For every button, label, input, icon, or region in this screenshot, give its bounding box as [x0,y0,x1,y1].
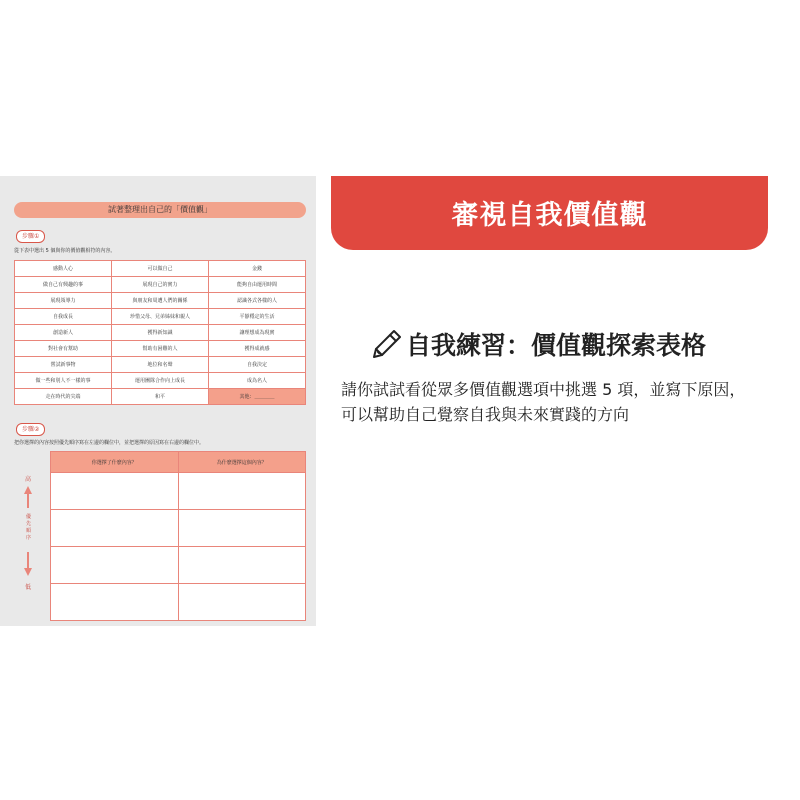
reason-cell[interactable] [178,547,306,584]
value-cell[interactable]: 自我決定 [209,357,306,373]
values-row [15,309,306,325]
priority-row [51,510,306,547]
value-cell[interactable]: 其他：＿＿＿＿ [209,389,306,405]
value-cell[interactable]: 展現領導力 [15,293,112,309]
exercise-description [341,377,791,427]
reason-cell[interactable] [178,510,306,547]
choice-cell[interactable] [51,547,179,584]
axis-priority-label: 優先順序 [25,514,31,541]
choice-cell[interactable] [51,473,179,510]
axis-high-label: 高 [25,476,32,483]
value-cell[interactable]: 金錢 [209,261,306,277]
values-table [14,260,306,405]
value-cell[interactable]: 成為名人 [209,373,306,389]
priority-row [51,473,306,510]
value-cell[interactable]: 運用團隊合作向上成長 [112,373,209,389]
value-cell[interactable]: 自我成長 [15,309,112,325]
values-row [15,357,306,373]
worksheet-title: 試著整理出自己的「價值觀」 [14,202,306,218]
reason-cell[interactable] [178,584,306,621]
values-row [15,341,306,357]
arrow-down-icon [24,568,32,576]
value-cell[interactable]: 與朋友和周遭人們的關係 [112,293,209,309]
exercise-title: 自我練習：價值觀探索表格 [406,331,707,360]
value-cell[interactable]: 走在時代的尖端 [15,389,112,405]
value-cell[interactable]: 讓理想成為現實 [209,325,306,341]
priority-row [51,547,306,584]
value-cell[interactable]: 幫助有困難的人 [112,341,209,357]
values-row [15,325,306,341]
reason-cell[interactable] [178,473,306,510]
worksheet-panel [0,176,316,626]
step2-description: 把你選擇的內容按照優先順序寫在左邊的欄位中，並把選擇的原因寫在右邊的欄位中。 [14,440,205,446]
value-cell[interactable]: 做一些和別人不一樣的事 [15,373,112,389]
value-cell[interactable]: 可以做自己 [112,261,209,277]
title-banner [331,176,768,250]
value-cell[interactable]: 感動人心 [15,261,112,277]
values-row [15,277,306,293]
values-row [15,261,306,277]
value-cell[interactable]: 平靜穩定的生活 [209,309,306,325]
priority-header-reason: 為什麼選擇這個內容？ [178,452,306,473]
arrow-up-icon [24,486,32,494]
exercise-line-2: 可以幫助自己覺察自我與未來實踐的方向 [341,405,630,424]
value-cell[interactable]: 能夠自由運用時間 [209,277,306,293]
values-row [15,293,306,309]
values-row [15,373,306,389]
exercise-heading [370,324,706,364]
value-cell[interactable]: 展現自己的實力 [112,277,209,293]
value-cell[interactable]: 認識各式各樣的人 [209,293,306,309]
value-cell[interactable]: 獲得新知識 [112,325,209,341]
value-cell[interactable]: 對社會有幫助 [15,341,112,357]
banner-title: 審視自我價值觀 [451,200,648,231]
value-cell[interactable]: 和平 [112,389,209,405]
value-cell[interactable]: 獲得成就感 [209,341,306,357]
choice-cell[interactable] [51,584,179,621]
step2-label: 步驟② [16,423,45,436]
step1-description: 從下表中選出 5 個與你的價值觀相符的內容。 [14,248,116,254]
pencil-icon [370,327,404,361]
value-cell[interactable]: 嘗試新事物 [15,357,112,373]
value-cell[interactable]: 創造新人 [15,325,112,341]
values-row [15,389,306,405]
priority-axis [18,474,38,592]
priority-row [51,584,306,621]
step1-label: 步驟① [16,230,45,243]
axis-low-label: 低 [25,584,32,591]
value-cell[interactable]: 做自己有興趣的事 [15,277,112,293]
priority-header-choice: 你選擇了什麼內容？ [51,452,179,473]
value-cell[interactable]: 地位和名聲 [112,357,209,373]
choice-cell[interactable] [51,510,179,547]
value-cell[interactable]: 珍惜父母、兄弟姊妹和親人 [112,309,209,325]
exercise-line-1: 請你試試看從眾多價值觀選項中挑選 5 項，並寫下原因， [341,380,746,399]
priority-table [50,451,306,621]
